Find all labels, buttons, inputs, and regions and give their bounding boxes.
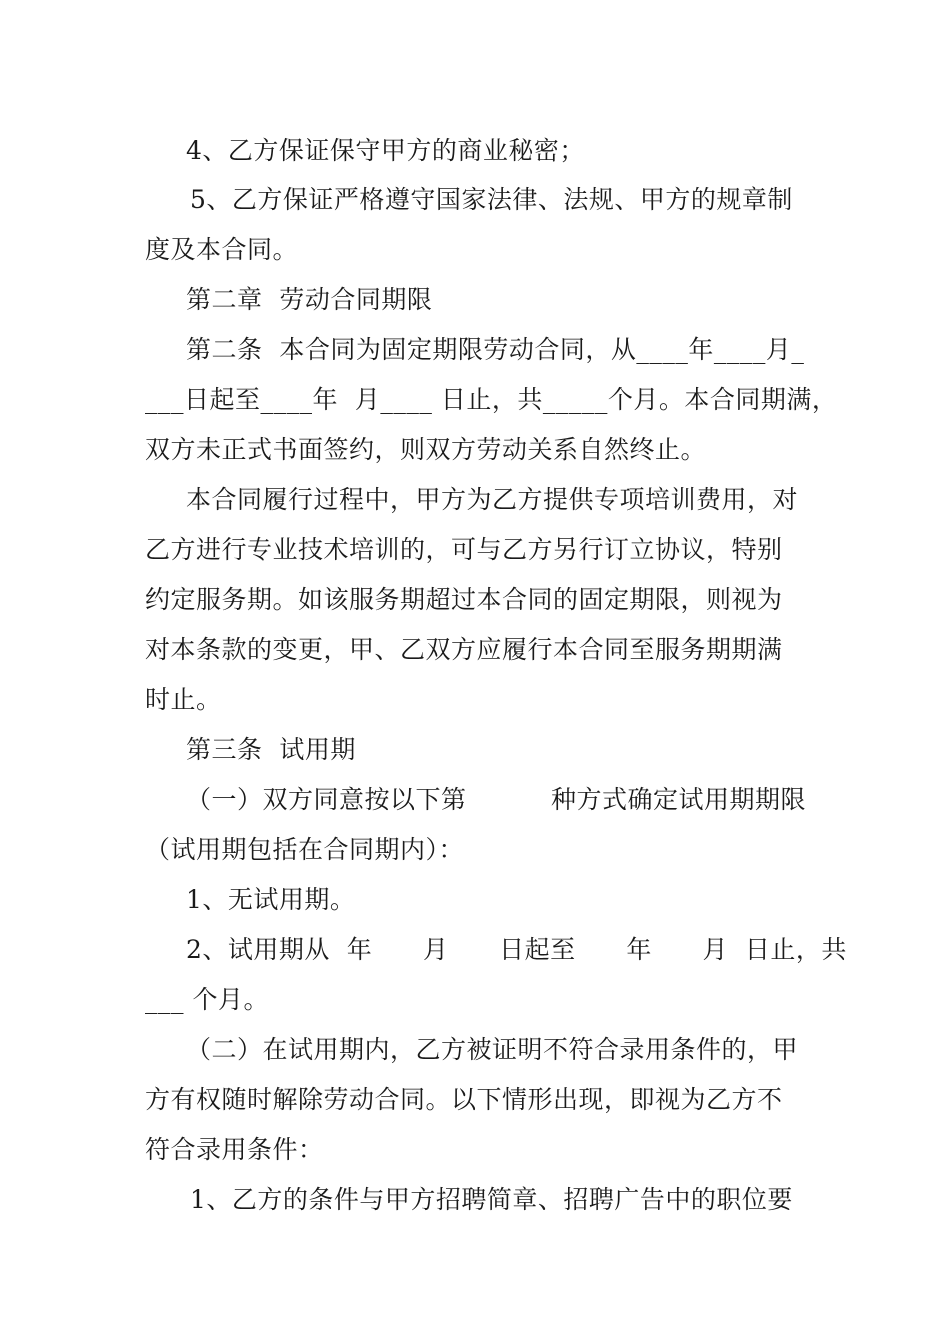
probation-option-2-line-1: 2、试用期从 年 月 日起至 年 月 日止，共: [186, 935, 847, 964]
training-paragraph-line-1: 本合同履行过程中，甲方为乙方提供专项培训费用，对: [186, 485, 799, 514]
probation-item-1-line-1: （一）双方同意按以下第 种方式确定试用期期限: [186, 785, 806, 814]
training-paragraph-line-2: 乙方进行专业技术培训的，可与乙方另行订立协议，特别: [145, 535, 783, 564]
clause-4-line: 4、乙方保证保守甲方的商业秘密；: [186, 136, 585, 165]
article-3-heading: 第三条 试用期: [186, 735, 356, 764]
clause-5-line-2: 度及本合同。: [145, 235, 299, 264]
probation-item-2-line-3: 符合录用条件：: [145, 1135, 324, 1164]
article-2-line-2: ___日起至____年 月____ 日止，共_____个月。本合同期满，: [145, 385, 838, 414]
condition-1-line: 1、乙方的条件与甲方招聘简章、招聘广告中的职位要: [190, 1185, 793, 1214]
probation-item-2-line-1: （二）在试用期内，乙方被证明不符合录用条件的，甲: [186, 1035, 799, 1064]
chapter-2-heading: 第二章 劳动合同期限: [186, 285, 433, 314]
probation-option-1: 1、无试用期。: [186, 885, 356, 914]
training-paragraph-line-3: 约定服务期。如该服务期超过本合同的固定期限，则视为: [145, 585, 783, 614]
clause-5-line-1: 5、乙方保证严格遵守国家法律、法规、甲方的规章制: [190, 185, 793, 214]
training-paragraph-line-5: 时止。: [145, 685, 222, 714]
article-2-line-3: 双方未正式书面签约，则双方劳动关系自然终止。: [145, 435, 707, 464]
article-2-line-1: 第二条 本合同为固定期限劳动合同，从____年____月_: [186, 335, 805, 364]
training-paragraph-line-4: 对本条款的变更，甲、乙双方应履行本合同至服务期期满: [145, 635, 783, 664]
probation-option-2-line-2: ___ 个月。: [145, 985, 269, 1014]
probation-item-2-line-2: 方有权随时解除劳动合同。以下情形出现，即视为乙方不: [145, 1085, 783, 1114]
probation-item-1-line-2: （试用期包括在合同期内）：: [145, 835, 465, 864]
